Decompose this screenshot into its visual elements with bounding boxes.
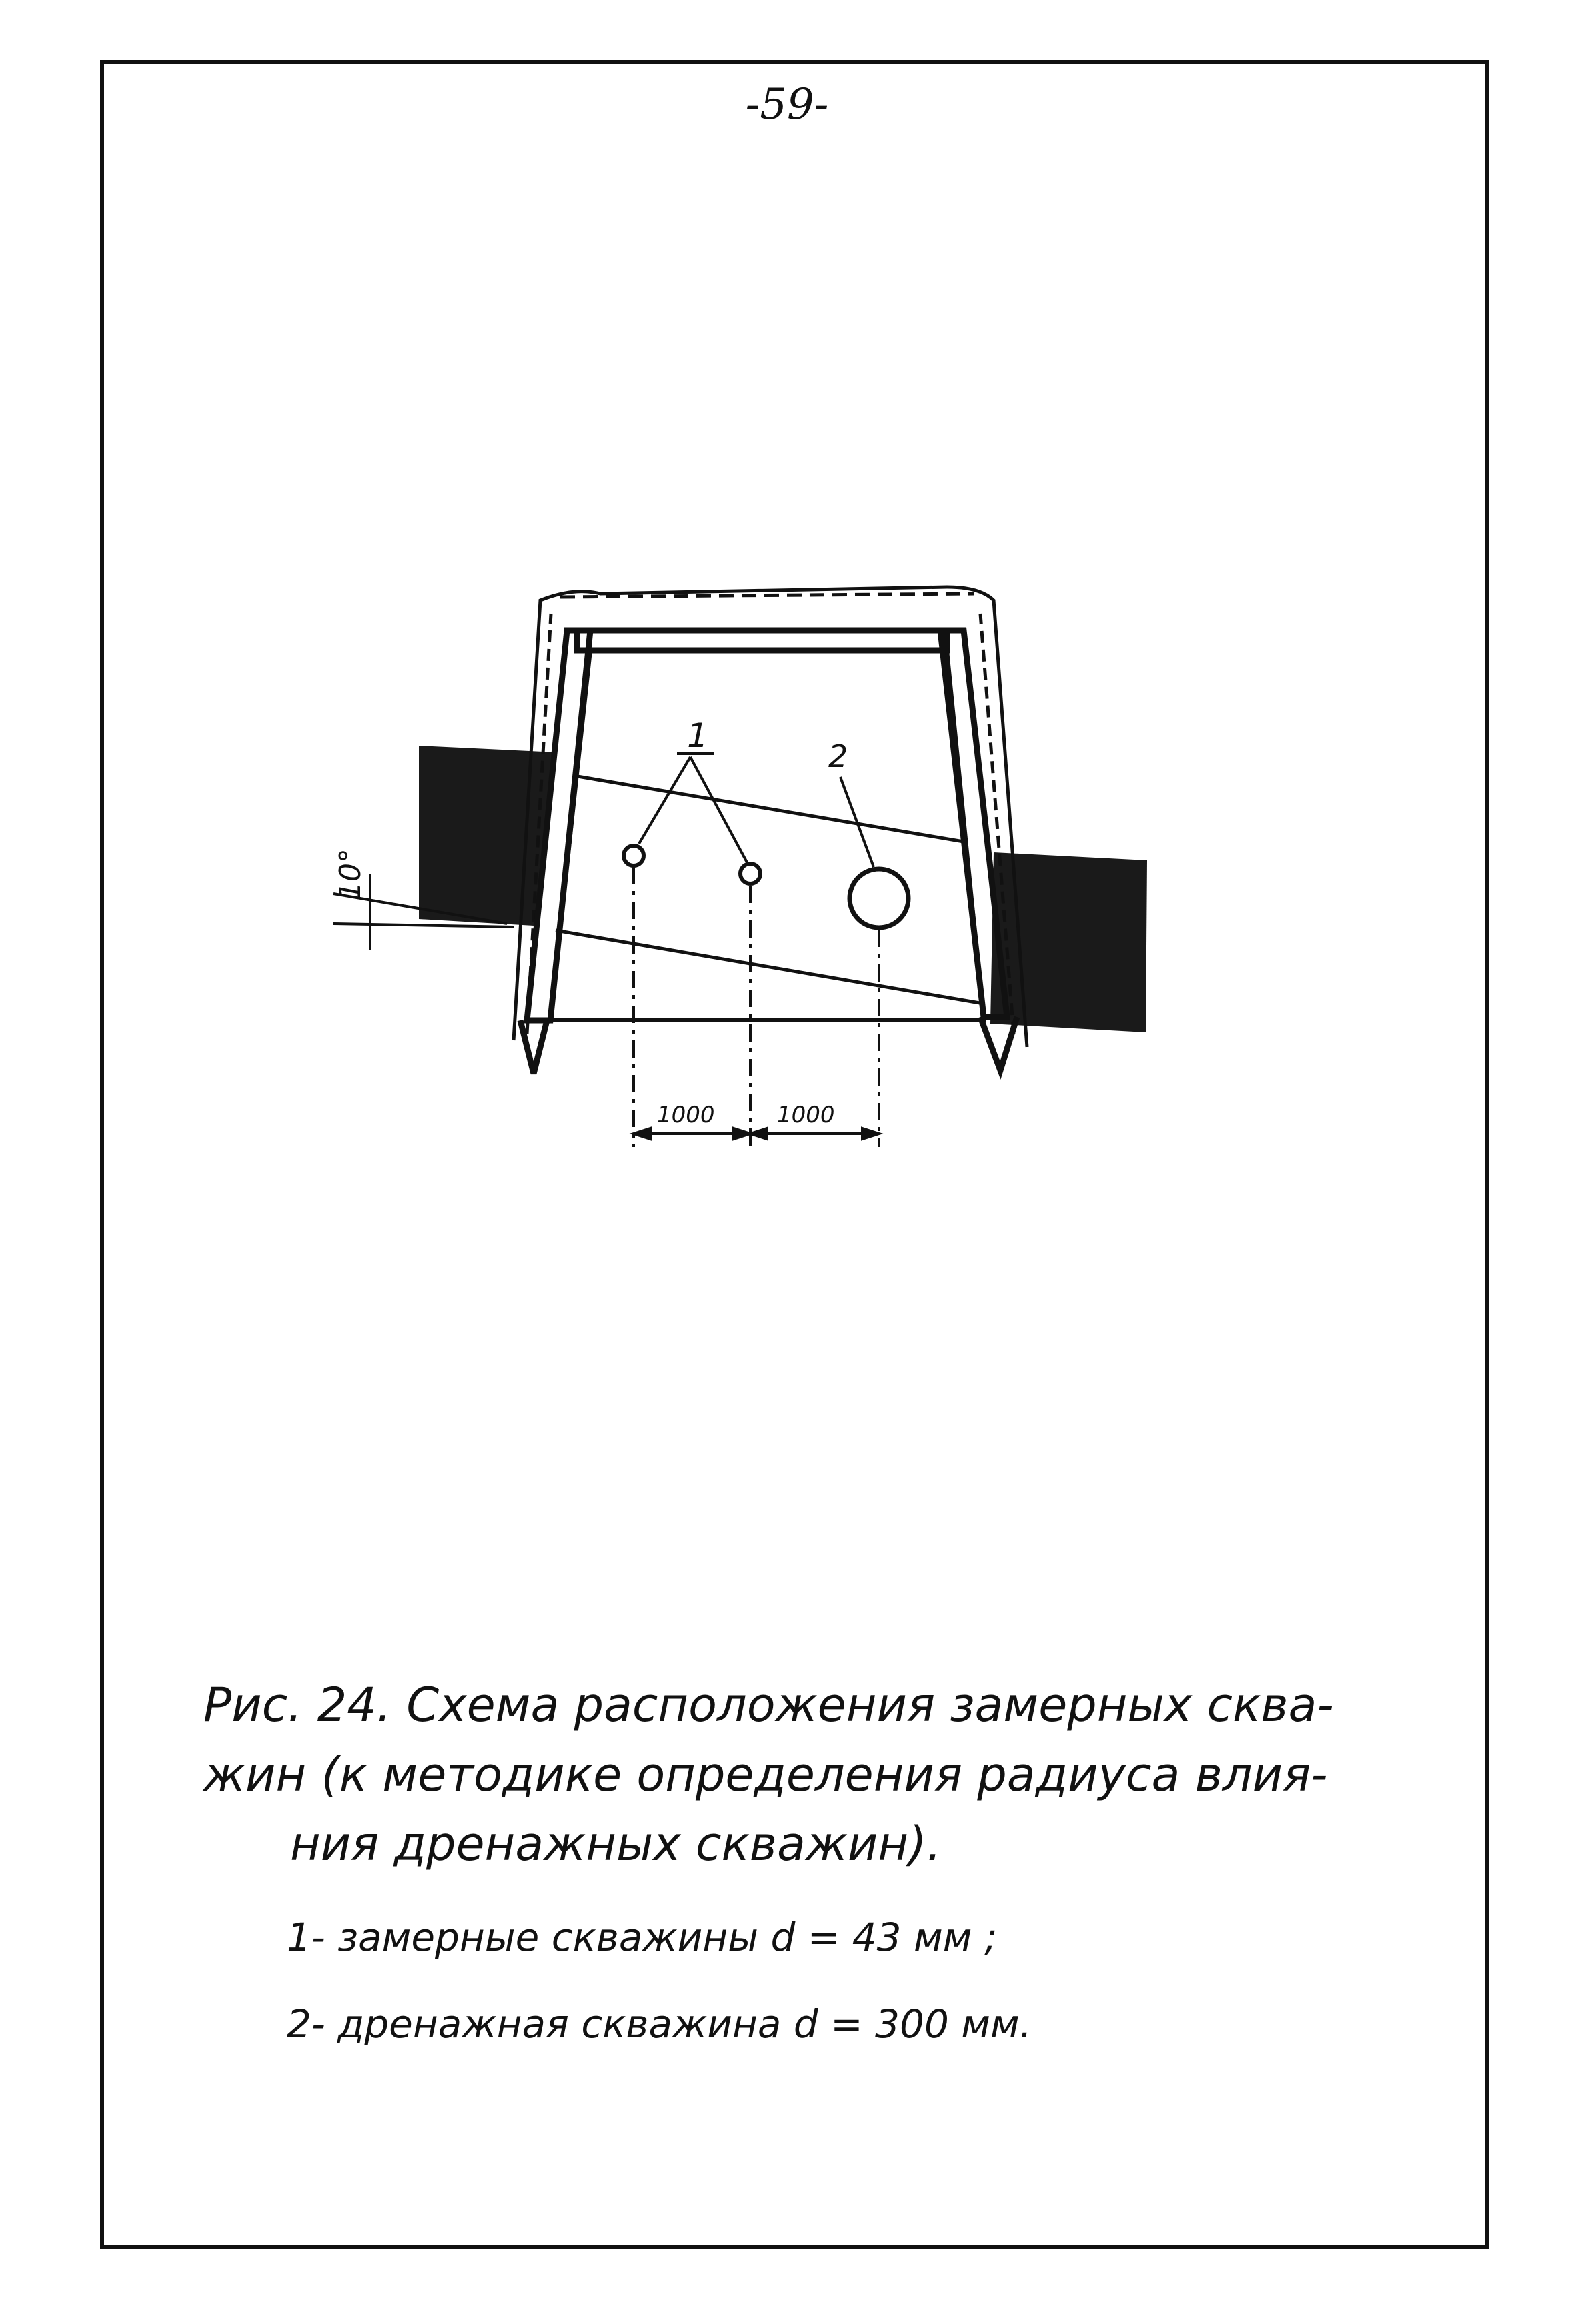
caption-line-3: ния дренажных скважин). (290, 1817, 942, 1871)
seam-bottom-line (556, 930, 984, 1004)
dimension-label-2: 1000 (777, 1102, 835, 1128)
figure-legend (287, 1894, 1354, 2067)
figure-caption (203, 1670, 1444, 1879)
page-number: -59- (745, 80, 829, 129)
drain-label: 2 (828, 738, 848, 774)
measuring-hole-2 (740, 864, 760, 884)
angle-label: 10° (333, 848, 367, 900)
caption-line-1: Рис. 24. Схема расположения замерных сква- (203, 1678, 1334, 1732)
drainage-hole (850, 869, 908, 928)
dimension-line (634, 1128, 879, 1139)
legend-item-measuring: 1- замерные скважины d = 43 мм ; (287, 1915, 998, 1960)
measuring-hole-1 (624, 846, 644, 866)
hole-group-label: 1 (687, 716, 708, 755)
legend-item-drainage: 2- дренажная скважина d = 300 мм. (287, 2001, 1032, 2047)
timber-support (520, 630, 1017, 1074)
seam-top-line (574, 776, 964, 842)
dimension-label-1: 1000 (657, 1102, 715, 1128)
caption-line-2: жин (к методике определения радиуса влия- (203, 1747, 1328, 1802)
